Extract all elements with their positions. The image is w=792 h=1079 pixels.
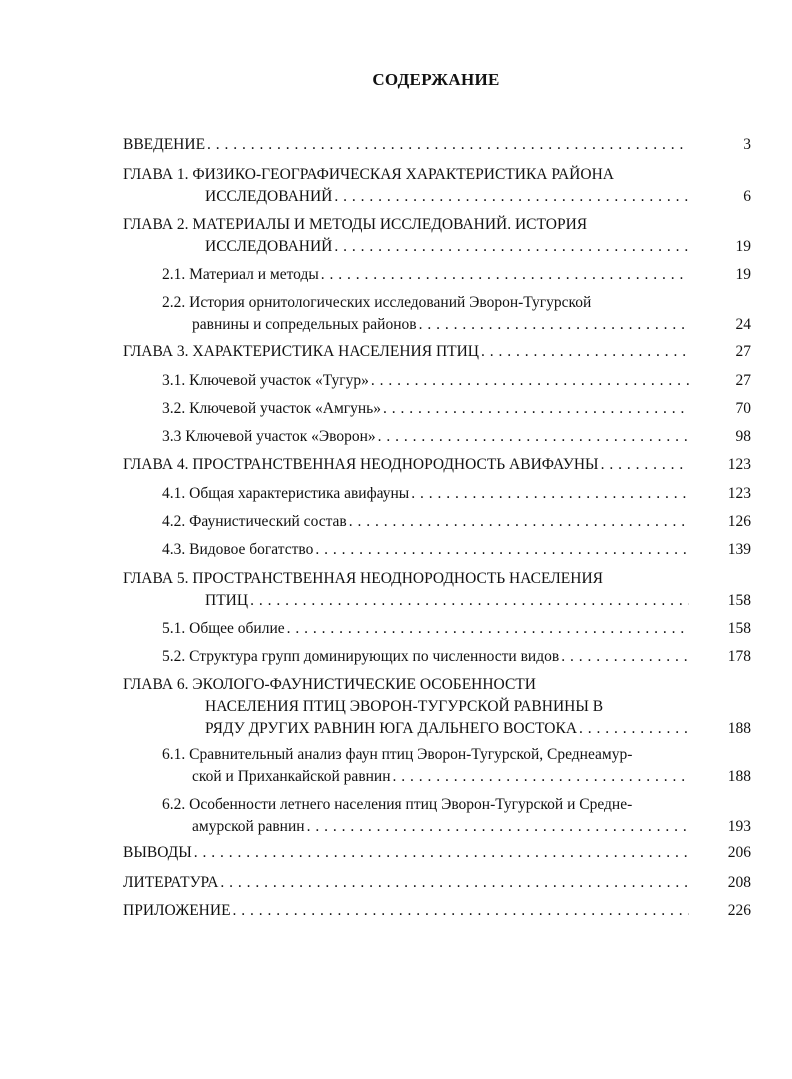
toc-entry-text: 4.2. Фаунистический состав [162, 513, 347, 530]
toc-entry[interactable] [162, 370, 693, 392]
dot-leader [419, 314, 689, 336]
dot-leader [233, 900, 689, 922]
toc-entry[interactable] [162, 426, 693, 448]
toc-entry-text: 4.3. Видовое богатство [162, 541, 314, 558]
dot-leader [579, 718, 689, 740]
toc-entry-text: ВВЕДЕНИЕ [123, 136, 206, 153]
dot-leader [561, 646, 689, 668]
toc-entry-text: 2.1. Материал и методы [162, 266, 319, 283]
toc-entry[interactable] [162, 511, 693, 533]
toc-page-number: 193 [727, 818, 751, 835]
dot-leader [220, 872, 689, 894]
toc-page-number: 70 [735, 400, 751, 417]
dot-leader [383, 398, 689, 420]
toc-entry-text: НАСЕЛЕНИЯ ПТИЦ ЭВОРОН-ТУГУРСКОЙ РАВНИНЫ В [205, 698, 604, 715]
toc-entry[interactable] [162, 618, 693, 640]
toc-page-number: 19 [735, 266, 751, 283]
dot-leader [194, 842, 689, 864]
toc-entry-text: ГЛАВА 6. ЭКОЛОГО-ФАУНИСТИЧЕСКИЕ ОСОБЕННОСТИ [123, 676, 536, 693]
toc-entry-text: 5.2. Структура групп доминирующих по численности видов [162, 648, 560, 665]
toc-entry-text: ИССЛЕДОВАНИЙ [205, 188, 333, 205]
toc-entry[interactable] [162, 539, 693, 561]
toc-entry[interactable] [123, 214, 693, 258]
toc-entry[interactable] [162, 794, 693, 838]
toc-entry-text: ВЫВОДЫ [123, 844, 192, 861]
toc-page-number: 139 [727, 541, 751, 558]
toc-entry-text: 6.1. Сравнительный анализ фаун птиц Эворон-Тугурской, Среднеамур- [162, 746, 633, 763]
toc-entry-text: ГЛАВА 1. ФИЗИКО-ГЕОГРАФИЧЕСКАЯ ХАРАКТЕРИСТИКА РАЙОНА [123, 166, 614, 183]
dot-leader [371, 370, 689, 392]
toc-entry[interactable] [123, 134, 693, 156]
toc-entry[interactable] [123, 341, 693, 363]
toc-entry[interactable] [123, 164, 693, 208]
dot-leader [378, 426, 689, 448]
dot-leader [321, 264, 689, 286]
toc-entry-text: 3.2. Ключевой участок «Амгунь» [162, 400, 381, 417]
toc-page-number: 123 [727, 485, 751, 502]
toc-entry[interactable] [162, 744, 693, 788]
toc-page-number: 226 [727, 902, 751, 919]
toc-entry[interactable] [123, 872, 693, 894]
toc-entry[interactable] [123, 568, 693, 612]
dot-leader [315, 539, 689, 561]
toc-entry-text: ПТИЦ [205, 592, 249, 609]
toc-entry-text: 4.1. Общая характеристика авифауны [162, 485, 410, 502]
toc-entry-text: ПРИЛОЖЕНИЕ [123, 902, 231, 919]
toc-page-number: 206 [727, 844, 751, 861]
toc-entry[interactable] [162, 646, 693, 668]
dot-leader [207, 134, 689, 156]
dot-leader [601, 454, 689, 476]
dot-leader [349, 511, 689, 533]
dot-leader [287, 618, 689, 640]
toc-page-number: 19 [735, 238, 751, 255]
page-title: СОДЕРЖАНИЕ [372, 70, 500, 89]
dot-leader [411, 483, 689, 505]
toc-entry[interactable] [123, 454, 693, 476]
toc-entry-text: ИССЛЕДОВАНИЙ [205, 238, 333, 255]
toc-entry-text: ГЛАВА 5. ПРОСТРАНСТВЕННАЯ НЕОДНОРОДНОСТЬ НАСЕЛЕНИЯ [123, 570, 603, 587]
toc-entry[interactable] [162, 264, 693, 286]
toc-page-number: 6 [743, 188, 751, 205]
toc-entry[interactable] [123, 674, 693, 740]
toc-entry[interactable] [162, 292, 693, 336]
toc-entry-text: ЛИТЕРАТУРА [123, 874, 219, 891]
toc-entry-text: ГЛАВА 2. МАТЕРИАЛЫ И МЕТОДЫ ИССЛЕДОВАНИЙ. ИСТОРИЯ [123, 216, 588, 233]
toc-entry-text: 5.1. Общее обилие [162, 620, 285, 637]
toc-entry[interactable] [162, 398, 693, 420]
toc-entry-text: ГЛАВА 4. ПРОСТРАНСТВЕННАЯ НЕОДНОРОДНОСТЬ АВИФАУНЫ [123, 456, 599, 473]
toc-entry-text: РЯДУ ДРУГИХ РАВНИН ЮГА ДАЛЬНЕГО ВОСТОКА [205, 720, 578, 737]
toc-entry-text: ской и Приханкайской равнин [192, 768, 391, 785]
toc-page-number: 126 [727, 513, 751, 530]
toc-page-number: 27 [735, 372, 751, 389]
dot-leader [250, 590, 689, 612]
dot-leader [393, 766, 689, 788]
toc-page-number: 208 [727, 874, 751, 891]
toc-entry-text: 2.2. История орнитологических исследований Эворон-Тугурской [162, 294, 592, 311]
dot-leader [307, 816, 689, 838]
toc-page-number: 158 [727, 620, 751, 637]
toc-entry-text: ГЛАВА 3. ХАРАКТЕРИСТИКА НАСЕЛЕНИЯ ПТИЦ [123, 343, 479, 360]
dot-leader [481, 341, 689, 363]
toc-page-number: 188 [727, 768, 751, 785]
toc-entry-text: 3.3 Ключевой участок «Эворон» [162, 428, 376, 445]
toc-page-number: 123 [727, 456, 751, 473]
dot-leader [334, 186, 689, 208]
toc-page-number: 178 [727, 648, 751, 665]
toc-entry-text: равнины и сопредельных районов [192, 316, 417, 333]
toc-entry-text: 3.1. Ключевой участок «Тугур» [162, 372, 369, 389]
toc-entry[interactable] [162, 483, 693, 505]
toc-page-number: 3 [743, 136, 751, 153]
toc-entry-text: 6.2. Особенности летнего населения птиц Эворон-Тугурской и Средне- [162, 796, 633, 813]
toc-page-number: 24 [735, 316, 751, 333]
toc-entry-text: амурской равнин [192, 818, 305, 835]
dot-leader [334, 236, 689, 258]
toc-page-number: 98 [735, 428, 751, 445]
toc-page-number: 27 [735, 343, 751, 360]
toc-page-number: 188 [727, 720, 751, 737]
toc-page-number: 158 [727, 592, 751, 609]
toc-entry[interactable] [123, 900, 693, 922]
toc-entry[interactable] [123, 842, 693, 864]
